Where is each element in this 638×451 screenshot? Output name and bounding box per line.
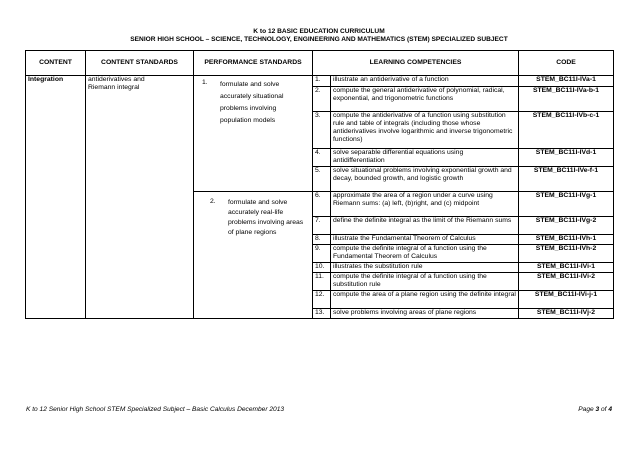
page-mid: of [599,406,609,413]
competency-code: STEM_BC11I-IVa-1 [519,76,614,87]
competency-num: 4. [313,149,331,167]
competency-num: 5. [313,167,331,192]
col-header-content: CONTENT [26,51,86,76]
page-prefix: Page [578,406,596,413]
performance-standard-1-num: 1. [202,79,208,86]
col-header-learning-competencies: LEARNING COMPETENCIES [313,51,519,76]
col-header-content-standards: CONTENT STANDARDS [86,51,194,76]
competency-text: compute the definite integral of a function using the substitution rule [331,273,519,291]
competency-code: STEM_BC11I-IVj-2 [519,309,614,319]
competency-text: solve problems involving areas of plane regions [331,309,519,319]
competency-num: 10. [313,263,331,273]
competency-code: STEM_BC11I-IVi-1 [519,263,614,273]
current-page: 3 [595,406,600,413]
competency-text: compute the general antiderivative of polynomial, radical, exponential, and trigonometric functions [331,87,519,112]
competency-num: 11. [313,273,331,291]
competency-code: STEM_BC11I-IVg-1 [519,192,614,217]
footer-page-number [578,406,612,413]
competency-num: 8. [313,235,331,245]
table-header-row [26,51,614,76]
document-subtitle: SENIOR HIGH SCHOOL – SCIENCE, TECHNOLOGY, ENGINEERING AND MATHEMATICS (STEM) SPECIALIZED SUBJECT [130,36,508,43]
competency-code: STEM_BC11I-IVd-1 [519,149,614,167]
competency-num: 12. [313,291,331,309]
performance-standard-2-text: formulate and solve accurately real-life problems involving areas of plane regions [228,199,304,236]
performance-standard-1-cell [194,76,313,192]
footer-document-label: K to 12 Senior High School STEM Specialized Subject – Basic Calculus December 2013 [26,406,285,413]
competency-num: 7. [313,217,331,235]
competency-num: 3. [313,112,331,149]
content-cell: Integration [26,76,86,319]
curriculum-table [25,50,614,319]
competency-code: STEM_BC11I-IVb-c-1 [519,112,614,149]
table-row [26,76,614,87]
competency-num: 1. [313,76,331,87]
competency-code: STEM_BC11I-IVe-f-1 [519,167,614,192]
competency-text: compute the definite integral of a function using the Fundamental Theorem of Calculus [331,245,519,263]
performance-standard-1-text: formulate and solve accurately situational problems involving population models [220,81,284,124]
competency-text: approximate the area of a region under a curve using Riemann sums: (a) left, (b)right, and (c) midpoint [331,192,519,217]
competency-code: STEM_BC11I-IVh-2 [519,245,614,263]
competency-code: STEM_BC11I-IVa-b-1 [519,87,614,112]
competency-code: STEM_BC11I-IVg-2 [519,217,614,235]
performance-standard-2-num: 2. [210,198,216,205]
content-standard-cell [86,76,194,319]
col-header-code: CODE [519,51,614,76]
competency-num: 6. [313,192,331,217]
competency-num: 2. [313,87,331,112]
competency-text: solve separable differential equations using antidifferentiation [331,149,519,167]
competency-code: STEM_BC11I-IVh-1 [519,235,614,245]
document-title: K to 12 BASIC EDUCATION CURRICULUM [253,28,385,35]
competency-text: illustrate an antiderivative of a function [331,76,519,87]
competency-text: illustrate the Fundamental Theorem of Calculus [331,235,519,245]
performance-standard-2-cell [194,192,313,319]
content-standard-text: antiderivatives and Riemann integral [88,76,145,91]
total-pages: 4 [608,406,612,413]
competency-code: STEM_BC11I-IVi-j-1 [519,291,614,309]
competency-num: 13. [313,309,331,319]
competency-text: solve situational problems involving exponential growth and decay, bounded growth, and logistic growth [331,167,519,192]
competency-code: STEM_BC11I-IVi-2 [519,273,614,291]
competency-text: illustrates the substitution rule [331,263,519,273]
competency-text: define the definite integral as the limit of the Riemann sums [331,217,519,235]
competency-text: compute the antiderivative of a function using substitution rule and table of integrals (including those whose antiderivatives involve logarithmic and inverse trigonometric functions) [331,112,519,149]
competency-num: 9. [313,245,331,263]
competency-text: compute the area of a plane region using the definite integral [331,291,519,309]
col-header-performance-standards: PERFORMANCE STANDARDS [194,51,313,76]
